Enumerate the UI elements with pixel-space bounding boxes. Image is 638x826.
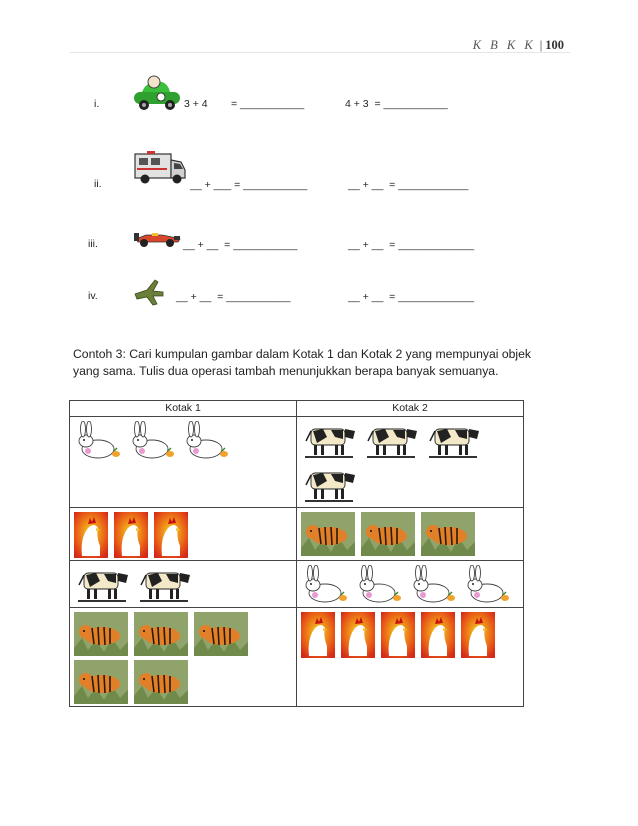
racecar-icon (132, 227, 182, 249)
tiger-picture (134, 612, 188, 656)
exercise-number: iii. (88, 238, 98, 250)
rooster-picture (301, 612, 335, 658)
exercise-row (0, 278, 638, 328)
equation-1: __ + __ = ___________ (183, 239, 298, 251)
kotak-1-cell (70, 508, 297, 561)
tiger-picture (74, 660, 128, 704)
equation-2: 4 + 3 = ___________ (345, 98, 448, 110)
rooster-picture (421, 612, 455, 658)
equation-2: __ + __ = _____________ (348, 239, 475, 251)
equation-2: __ + __ = _____________ (348, 291, 475, 303)
page-number: 100 (545, 38, 564, 52)
table-row (70, 561, 524, 608)
table-row (70, 508, 524, 561)
cow-picture (301, 465, 357, 505)
kotak-2-cell (297, 561, 524, 608)
exercise-row (0, 72, 638, 122)
rabbit-picture (128, 421, 176, 461)
header-separator: | (539, 38, 543, 52)
tiger-picture (74, 612, 128, 656)
header-label: K B K K (472, 38, 536, 52)
exercise-number: iv. (88, 290, 98, 302)
cow-picture (363, 421, 419, 461)
kotak-1-cell (70, 561, 297, 608)
equation-1: __ + ___ = ___________ (190, 179, 308, 191)
rabbit-picture (74, 421, 122, 461)
rabbit-picture (355, 565, 403, 605)
equation-1: 3 + 4 = ___________ (184, 98, 305, 110)
exercise-row (0, 148, 638, 198)
instruction-text: Contoh 3: Cari kumpulan gambar dalam Kotak 1 dan Kotak 2 yang mempunyai objek yang sama. Tulis dua operasi tambah menunjukkan berapa banyak semuanya. (73, 347, 531, 378)
equation-1: __ + __ = ___________ (176, 291, 291, 303)
table-row (70, 417, 524, 508)
kotak-2-cell (297, 417, 524, 508)
picture-table (69, 400, 524, 707)
header-kotak-2: Kotak 2 (297, 401, 524, 417)
airplane-icon (133, 278, 165, 306)
rooster-picture (154, 512, 188, 558)
page-header-text (473, 38, 564, 53)
page-header (70, 26, 570, 53)
tiger-picture (361, 512, 415, 556)
kotak-1-cell (70, 608, 297, 707)
kotak-1-cell (70, 417, 297, 508)
tiger-picture (421, 512, 475, 556)
rooster-picture (74, 512, 108, 558)
exercise-row (0, 225, 638, 275)
header-kotak-1: Kotak 1 (70, 401, 297, 417)
cow-picture (425, 421, 481, 461)
rooster-picture (341, 612, 375, 658)
rooster-picture (114, 512, 148, 558)
tiger-picture (301, 512, 355, 556)
kotak-2-cell (297, 508, 524, 561)
exercise-number: ii. (94, 178, 102, 190)
rooster-picture (381, 612, 415, 658)
tiger-picture (134, 660, 188, 704)
rabbit-picture (182, 421, 230, 461)
table-row (70, 608, 524, 707)
rabbit-picture (301, 565, 349, 605)
equation-2: __ + __ = ____________ (348, 179, 469, 191)
ambulance-icon (133, 148, 187, 186)
cow-picture (301, 421, 357, 461)
cow-picture (74, 565, 130, 605)
cow-picture (136, 565, 192, 605)
exercise-number: i. (94, 98, 100, 110)
tiger-picture (194, 612, 248, 656)
rabbit-picture (463, 565, 511, 605)
kotak-2-cell (297, 608, 524, 707)
rabbit-picture (409, 565, 457, 605)
rooster-picture (461, 612, 495, 658)
car-icon (132, 74, 182, 112)
